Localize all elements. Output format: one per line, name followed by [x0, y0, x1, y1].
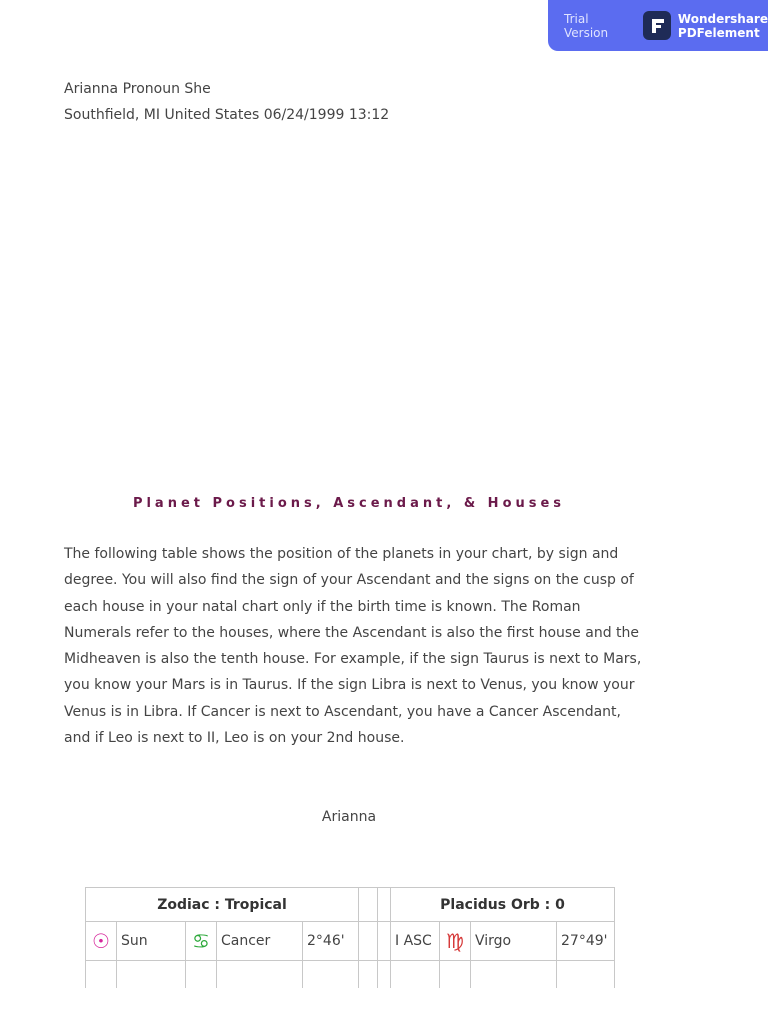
- section-title: Planet Positions, Ascendant, & Houses: [132, 496, 566, 511]
- spacer-cell: [378, 888, 391, 922]
- house-label: [391, 961, 440, 989]
- sign-glyph-cell: [186, 961, 217, 989]
- brand-line-2: PDFelement: [677, 25, 760, 40]
- planet-glyph-cell: [86, 961, 117, 989]
- chart-owner-name: Arianna: [321, 809, 377, 825]
- table-row: [86, 922, 615, 961]
- birth-details-line: Southfield, MI United States 06/24/1999 13:12: [64, 107, 390, 123]
- positions-table-container: [85, 887, 615, 988]
- house-label: I ASC: [391, 922, 440, 961]
- trial-version-label: Trial Version: [564, 11, 609, 40]
- intro-paragraph: The following table shows the position of the planets in your chart, by sign and degree. You will also find the sign of your Ascendant and the signs on the cusp of each house in your natal chart only if the birth time is known. The Roman Numerals refer to the houses, where the Ascendant is also the first house and the Midheaven is also the tenth house. For example, if the sign Taurus is next to Mars, you know your Mars is in Taurus. If the sign Libra is next to Venus, you know your Venus is in Libra. If Cancer is next to Ascendant, you have a Cancer Ascendant, and if Leo is next to II, Leo is on your 2nd house.: [64, 546, 642, 747]
- spacer-cell: [359, 922, 378, 961]
- house-system-header: Placidus Orb : 0: [391, 888, 615, 922]
- positions-table: [85, 887, 615, 988]
- virgo-glyph-icon: ♍: [440, 922, 471, 961]
- zodiac-header: Zodiac : Tropical: [86, 888, 359, 922]
- planet-sign: [217, 961, 303, 989]
- planet-sign: Cancer: [217, 922, 303, 961]
- trial-watermark-badge[interactable]: [548, 0, 768, 51]
- brand-line-1: Wondershare: [677, 11, 768, 26]
- spacer-cell: [378, 961, 391, 989]
- house-degree: [557, 961, 615, 989]
- pdfelement-logo-icon: [643, 11, 671, 40]
- sun-glyph-icon: ☉: [86, 922, 117, 961]
- table-header-row: [86, 888, 615, 922]
- house-degree: 27°49': [557, 922, 615, 961]
- planet-degree: 2°46': [303, 922, 359, 961]
- person-name-line: Arianna Pronoun She: [64, 81, 211, 97]
- planet-degree: [303, 961, 359, 989]
- planet-name: [117, 961, 186, 989]
- spacer-cell: [359, 888, 378, 922]
- house-sign: [471, 961, 557, 989]
- cancer-glyph-icon: ♋: [186, 922, 217, 961]
- brand-name: [678, 12, 768, 40]
- spacer-cell: [359, 961, 378, 989]
- spacer-cell: [378, 922, 391, 961]
- planet-name: Sun: [117, 922, 186, 961]
- house-sign-glyph-cell: [440, 961, 471, 989]
- table-row: [86, 961, 615, 989]
- house-sign: Virgo: [471, 922, 557, 961]
